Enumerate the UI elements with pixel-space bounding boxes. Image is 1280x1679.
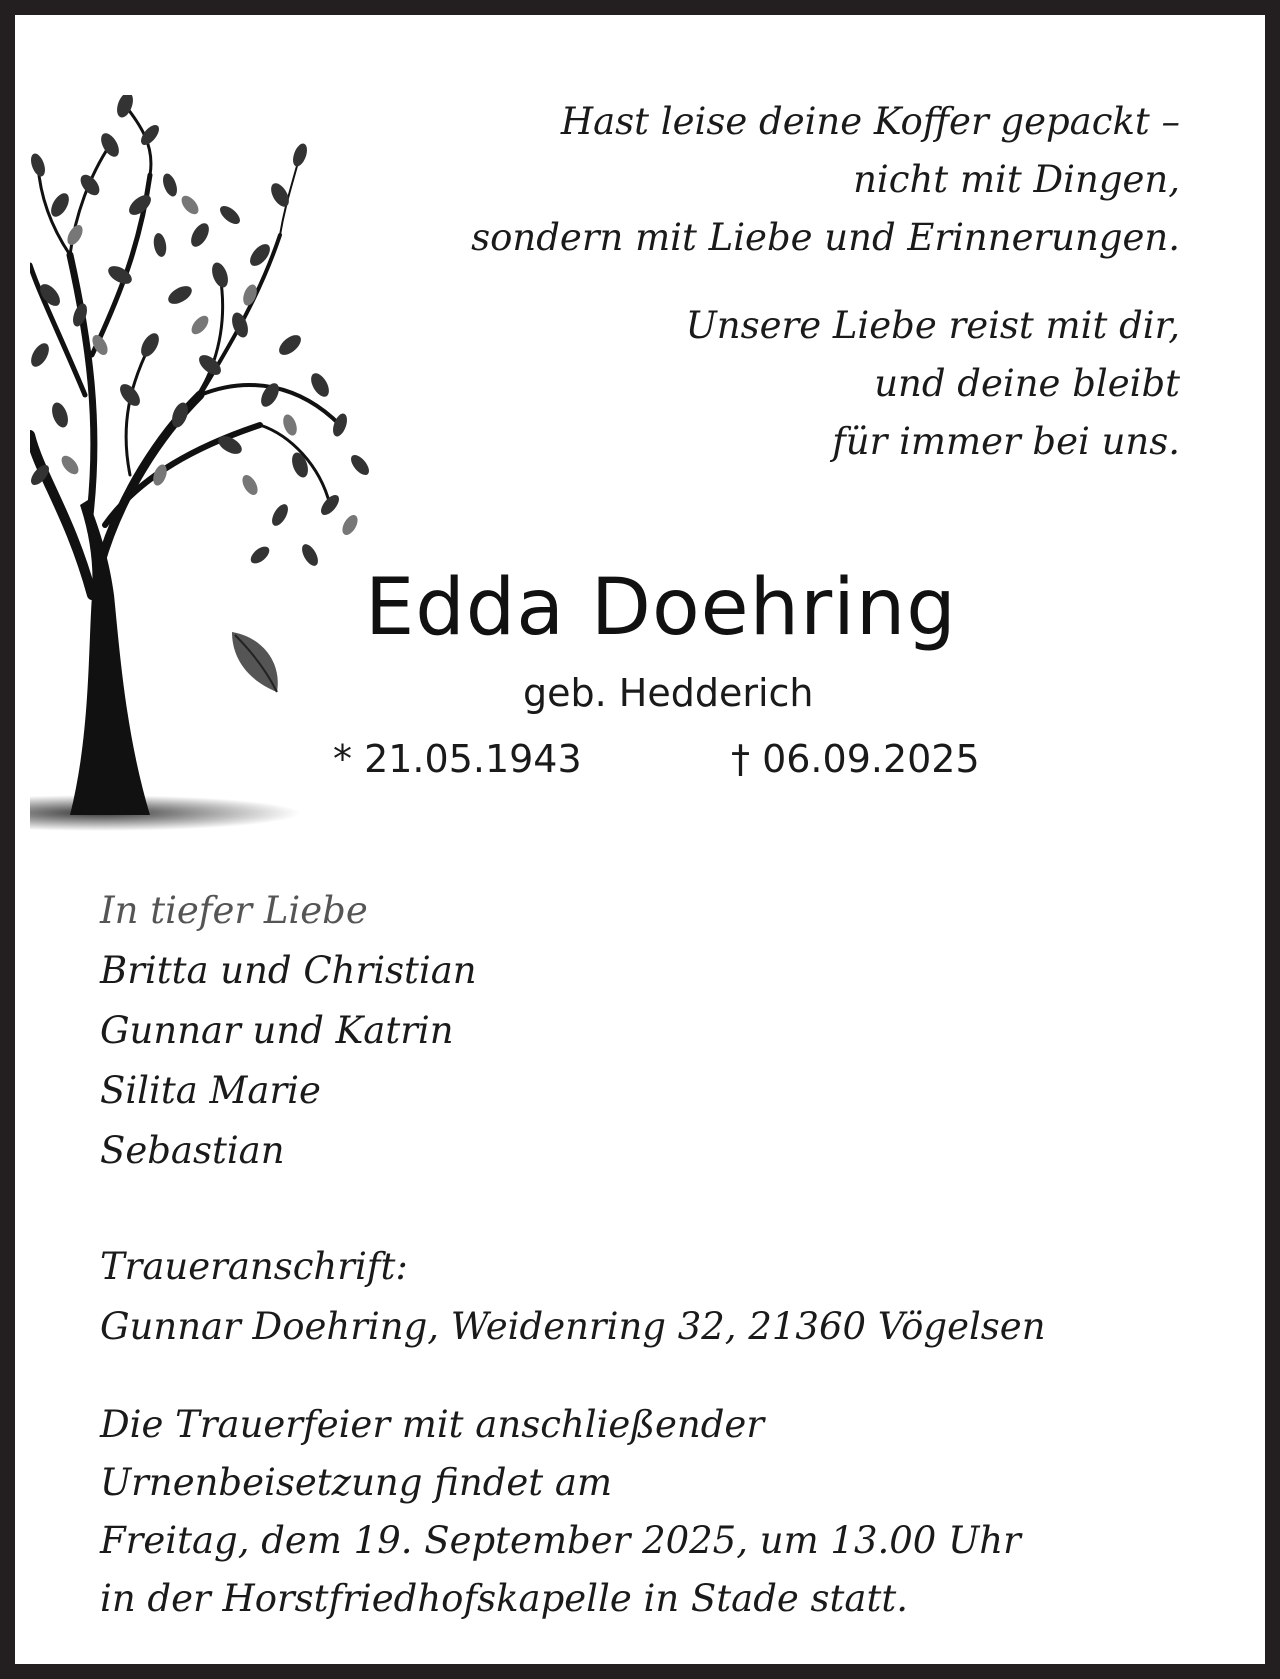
ceremony-line: Die Trauerfeier mit anschließender: [100, 1403, 765, 1446]
tree-icon: [30, 95, 390, 835]
mourner-name: Britta und Christian: [100, 949, 477, 992]
poem-line: für immer bei uns.: [832, 420, 1180, 463]
address-line: Gunnar Doehring, Weidenring 32, 21360 Vögelsen: [100, 1305, 1046, 1348]
ceremony-line: Freitag, dem 19. September 2025, um 13.00 Uhr: [100, 1519, 1021, 1562]
poem-line: Unsere Liebe reist mit dir,: [685, 304, 1180, 347]
mourner-name: Silita Marie: [100, 1069, 321, 1112]
stanza-gap: [471, 267, 1180, 297]
ceremony-line: Urnenbeisetzung findet am: [100, 1461, 613, 1504]
ceremony-line: in der Horstfriedhofskapelle in Stade statt.: [100, 1577, 908, 1620]
mourner-name: Sebastian: [100, 1129, 285, 1172]
birth-date: * 21.05.1943: [333, 737, 582, 781]
death-date: † 06.09.2025: [731, 737, 980, 781]
mourner-name: Gunnar und Katrin: [100, 1009, 454, 1052]
falling-leaf-icon: [227, 627, 287, 697]
mourners-intro: In tiefer Liebe: [100, 889, 368, 932]
deceased-name: Edda Doehring: [365, 563, 957, 653]
poem-line: sondern mit Liebe und Erinnerungen.: [471, 216, 1180, 259]
mourners-list: [100, 881, 477, 1181]
address-label: Traueranschrift:: [100, 1245, 408, 1288]
poem-line: Hast leise deine Koffer gepackt –: [560, 100, 1180, 143]
ceremony-info: [100, 1396, 1021, 1628]
maiden-name: geb. Hedderich: [523, 671, 814, 715]
mourning-address: [100, 1237, 1046, 1357]
poem-line: und deine bleibt: [874, 362, 1180, 405]
poem: [471, 93, 1180, 471]
poem-line: nicht mit Dingen,: [853, 158, 1180, 201]
